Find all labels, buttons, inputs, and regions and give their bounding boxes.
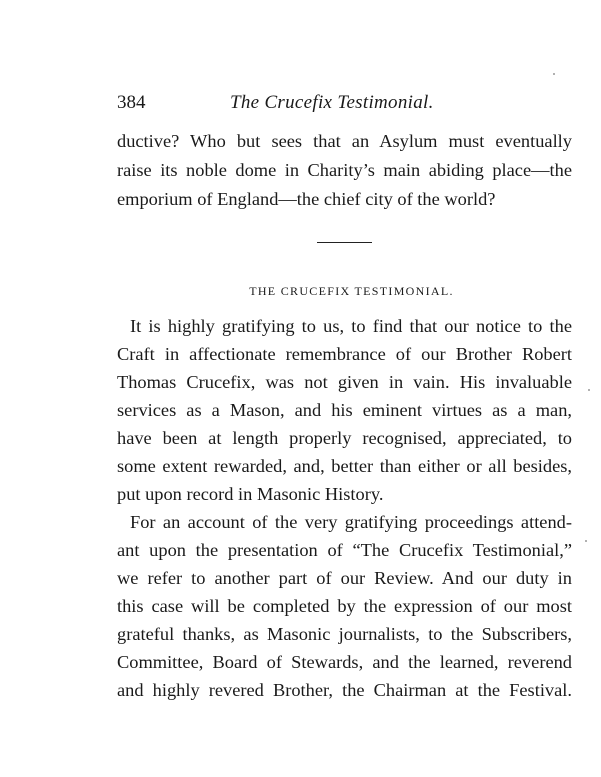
section-heading — [117, 284, 572, 299]
text-line: Thomas Crucefix, was not given in vain. His invaluable — [117, 372, 572, 392]
text-line: emporium of England—the chief city of the world? — [117, 189, 496, 209]
paper-speck — [588, 389, 590, 391]
text-line: raise its noble dome in Charity’s main abiding place—the — [117, 160, 572, 180]
section-divider — [317, 242, 372, 243]
paper-speck — [553, 73, 555, 75]
text-line: For an account of the very gratifying proceedings attend- — [130, 512, 572, 532]
text-line: It is highly gratifying to us, to find that our notice to the — [130, 316, 572, 336]
section-heading-text: THE CRUCEFIX TESTIMONIAL. — [249, 284, 454, 298]
text-line: grateful thanks, as Masonic journalists, to the Subscribers, — [117, 624, 572, 644]
running-head — [117, 92, 572, 116]
text-line: we refer to another part of our Review. And our duty in — [117, 568, 572, 588]
text-line: Craft in affectionate remembrance of our Brother Robert — [117, 344, 572, 364]
text-line: and highly revered Brother, the Chairman at the Festival. — [117, 680, 572, 700]
text-line: ductive? Who but sees that an Asylum must eventually — [117, 131, 572, 151]
paper-speck — [585, 540, 587, 542]
text-line: some extent rewarded, and, better than either or all besides, — [117, 456, 572, 476]
text-line: Committee, Board of Stewards, and the learned, reverend — [117, 652, 572, 672]
text-line: put upon record in Masonic History. — [117, 484, 384, 504]
text-line: have been at length properly recognised, appreciated, to — [117, 428, 572, 448]
text-line: services as a Mason, and his eminent virtues as a man, — [117, 400, 572, 420]
running-title: The Crucefix Testimonial. — [230, 92, 434, 113]
text-line: this case will be completed by the expression of our most — [117, 596, 572, 616]
page-number: 384 — [117, 92, 146, 113]
text-line: ant upon the presentation of “The Crucefix Testimonial,” — [117, 540, 572, 560]
